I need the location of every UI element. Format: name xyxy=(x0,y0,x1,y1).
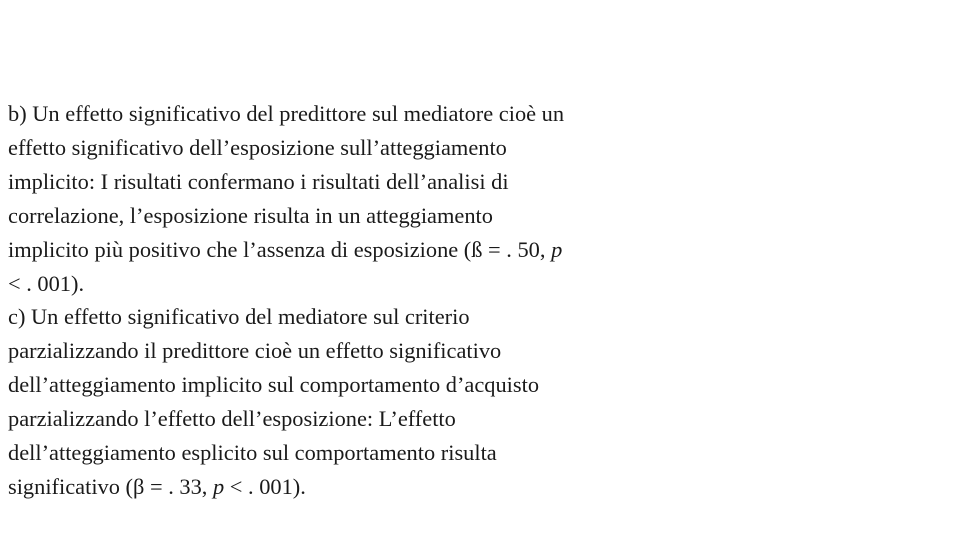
paragraph-b-line-2: effetto significativo dell’esposizione sull’atteggiamento xyxy=(8,134,507,160)
paragraph-b-line-6: < . 001). xyxy=(8,270,85,296)
paragraph-c-line-6-before: significativo (β = . 33, xyxy=(8,473,213,499)
paragraph-b-line-1: b) Un effetto significativo del predittore sul mediatore cioè un xyxy=(8,101,565,126)
paragraph-c-line-5: dell’atteggiamento esplicito sul comportamento risulta xyxy=(8,440,497,466)
paragraph-c-line-4: parzializzando l’effetto dell’esposizione: L’effetto xyxy=(8,406,456,432)
body-text xyxy=(8,97,728,504)
paragraph-c-line-1: c) Un effetto significativo del mediatore sul criterio xyxy=(8,304,470,330)
paragraph-c-line-2: parzializzando il predittore cioè un effetto significativo xyxy=(8,338,502,364)
paragraph-c-line-6 xyxy=(8,470,728,504)
paragraph-b-line-3: implicito: I risultati confermano i risultati dell’analisi di xyxy=(8,168,509,194)
p-value-symbol: p xyxy=(551,236,563,262)
paragraph-c-line-6-after: < . 001). xyxy=(224,473,306,499)
paragraph-b-line-5 xyxy=(8,233,728,267)
p-value-symbol: p xyxy=(212,473,225,499)
paragraph-c-line-3: dell’atteggiamento implicito sul comportamento d’acquisto xyxy=(8,372,540,398)
paragraph-b-line-4: correlazione, l’esposizione risulta in un atteggiamento xyxy=(8,202,493,228)
paragraph-b-line-5-text: implicito più positivo che l’assenza di esposizione (ß = . 50, xyxy=(8,236,552,262)
